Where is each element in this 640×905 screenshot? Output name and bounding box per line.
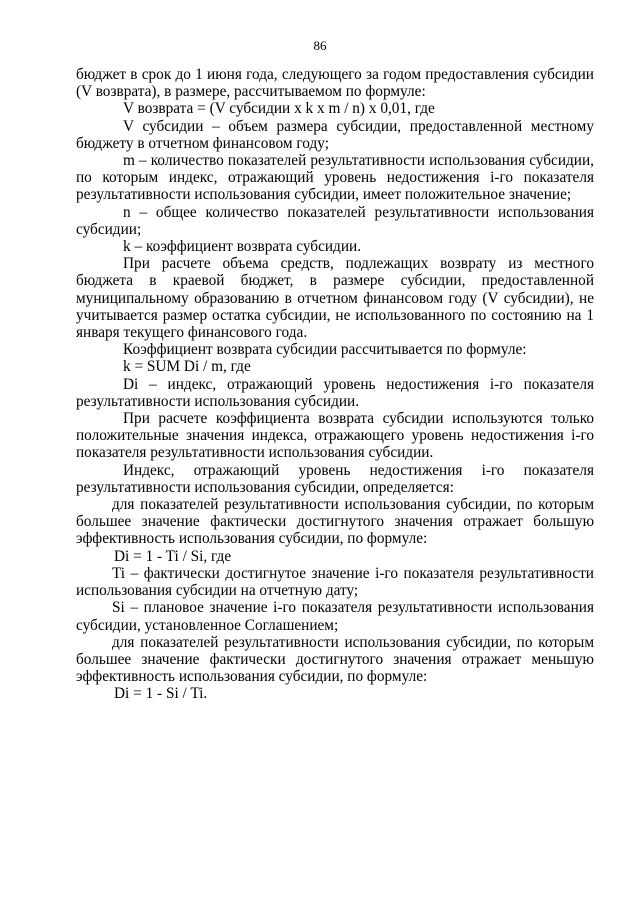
formula-v-return: V возврата = (V субсидии x k x m / n) x 0,01, где bbox=[123, 100, 435, 118]
paragraph: V субсидии – объем размера субсидии, предоставленной местному бюджету в отчетном финансовом году; bbox=[76, 117, 594, 152]
paragraph: Коэффициент возврата субсидии рассчитывается по формуле: bbox=[123, 341, 527, 359]
page-number: 86 bbox=[313, 38, 327, 53]
paragraph: k – коэффициент возврата субсидии. bbox=[123, 238, 362, 256]
paragraph: При расчете объема средств, подлежащих возврату из местного бюджета в краевой бюджет, в размере субсидии, предоставленной муниципальному образованию в отчетном финансовом году (V субсидии), не учитывается размер остатка субсидии, не использованного по состоянию на 1 января текущего финансового года. bbox=[76, 255, 594, 342]
document-body bbox=[76, 66, 594, 703]
paragraph: бюджет в срок до 1 июня года, следующего за годом предоставления субсидии (V возврата), в размере, рассчитываемом по формуле: bbox=[76, 66, 594, 101]
paragraph: для показателей результативности использования субсидии, по которым большее значение фактически достигнутого значения отражает меньшую эффективность использования субсидии, по формуле: bbox=[76, 633, 594, 686]
formula-di-2: Di = 1 - Si / Ti. bbox=[114, 685, 208, 703]
paragraph: n – общее количество показателей результативности использования субсидии; bbox=[76, 203, 594, 238]
formula-k: k = SUM Di / m, где bbox=[123, 358, 251, 376]
formula-di-1: Di = 1 - Ti / Si, где bbox=[114, 547, 232, 565]
paragraph: m – количество показателей результативности использования субсидии, по которым индекс, отражающий уровень недостижения i-го показателя результативности использования субсидии, имеет положительное значение; bbox=[76, 152, 594, 204]
paragraph: Ti – фактически достигнутое значение i-го показателя результативности использования субсидии на отчетную дату; bbox=[76, 564, 594, 600]
paragraph: Si – плановое значение i-го показателя результативности использования субсидии, установленное Соглашением; bbox=[76, 599, 594, 634]
paragraph: для показателей результативности использования субсидии, по которым большее значение фактически достигнутого значения отражает большую эффективность использования субсидии, по формуле: bbox=[76, 496, 594, 548]
paragraph: При расчете коэффициента возврата субсидии используются только положительные значения индекса, отражающего уровень недостижения i-го показателя результативности использования субсидии. bbox=[76, 410, 594, 462]
paragraph: Di – индекс, отражающий уровень недостижения i-го показателя результативности использования субсидии. bbox=[76, 375, 594, 410]
paragraph: Индекс, отражающий уровень недостижения i-го показателя результативности использования субсидии, определяется: bbox=[76, 461, 594, 496]
